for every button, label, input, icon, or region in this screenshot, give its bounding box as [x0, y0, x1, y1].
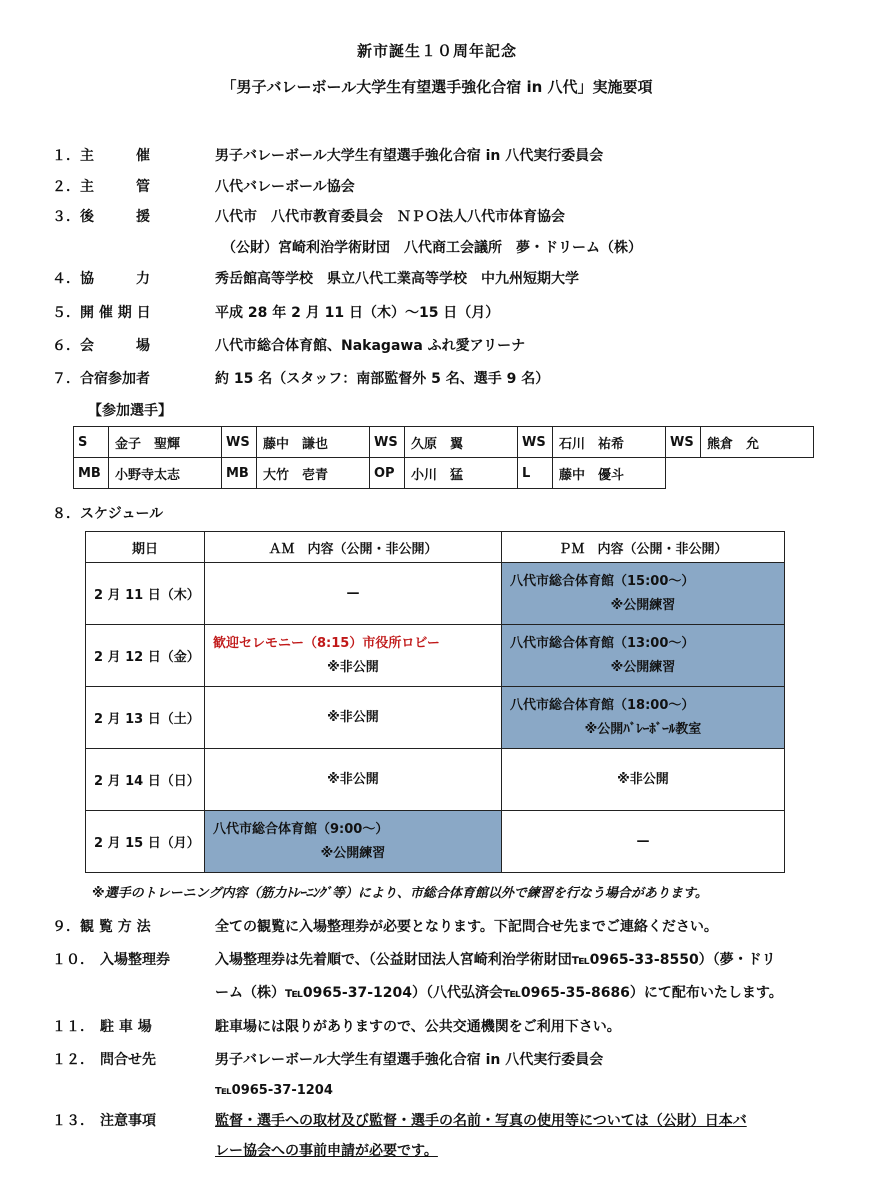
item-support-cont	[0, 237, 874, 259]
schedule-am	[205, 625, 502, 687]
pm-line-2: ※公開ﾊﾞﾚｰﾎﾞｰﾙ教室	[584, 721, 702, 737]
schedule-date: 2 月 12 日（金）	[86, 625, 205, 687]
player-position: WS	[518, 427, 553, 458]
item-value: 監督・選手への取材及び監督・選手の名前・写真の使用等については（公財）日本バ	[215, 1113, 747, 1129]
item-number: ６．	[52, 338, 80, 354]
schedule-am	[205, 749, 502, 811]
table-header-row	[86, 532, 785, 563]
player-position: WS	[222, 427, 257, 458]
am-line-1: ※非公開	[327, 771, 379, 787]
player-position: WS	[666, 427, 701, 458]
table-row	[74, 427, 814, 458]
item-notes-cont	[0, 1140, 874, 1162]
item-value: 入場整理券は先着順で、（公益財団法人宮崎利治学術財団℡0965-33-8550）（夢・ドリ	[215, 952, 776, 968]
item-notes	[0, 1110, 874, 1132]
item-label: 後 援	[80, 209, 150, 225]
player-name: 金子 聖輝	[109, 427, 222, 458]
player-name: 小川 猛	[405, 458, 518, 489]
am-line-1: 八代市総合体育館（9:00～）	[213, 821, 389, 837]
item-value: 秀岳館高等学校 県立八代工業高等学校 中九州短期大学	[215, 271, 579, 287]
player-position: OP	[370, 458, 405, 489]
item-tickets-cont	[0, 982, 874, 1004]
player-position: WS	[370, 427, 405, 458]
item-value: 約 15 名（スタッフ：南部監督外 5 名、選手 9 名）	[215, 371, 550, 387]
am-line-1: —	[346, 585, 360, 601]
item-venue	[0, 335, 874, 357]
item-value: 八代バレーボール協会	[215, 179, 355, 195]
item-label: スケジュール	[80, 506, 164, 522]
item-number: ２．	[52, 179, 80, 195]
player-name: 久原 翼	[405, 427, 518, 458]
table-row	[86, 687, 785, 749]
pm-line-1: 八代市総合体育館（18:00～）	[510, 697, 695, 713]
column-header-date: 期日	[86, 532, 205, 563]
item-value: 全ての観覧に入場整理券が必要となります。下記問合せ先までご連絡ください。	[215, 919, 718, 935]
schedule-pm	[502, 687, 785, 749]
schedule-pm	[502, 811, 785, 873]
item-number: ３．	[52, 209, 80, 225]
schedule-table	[85, 531, 785, 873]
am-line-2: ※公開練習	[320, 845, 386, 861]
players-heading: 【参加選手】	[88, 403, 172, 419]
pm-line-1: 八代市総合体育館（15:00～）	[510, 573, 695, 589]
item-value: 駐車場には限りがありますので、公共交通機関をご利用下さい。	[215, 1019, 621, 1035]
item-number: ８．	[52, 506, 80, 522]
pm-line-1: —	[636, 833, 650, 849]
item-value-cont: ーム（株）℡0965-37-1204）（八代弘済会℡0965-35-8686）にて配布いたします。	[215, 985, 783, 1001]
item-parking	[0, 1016, 874, 1038]
item-contact-cont	[0, 1080, 874, 1102]
schedule-note: ※選手のトレーニング内容（筋力ﾄﾚｰﾆﾝｸﾞ等）により、市総合体育館以外で練習を行なう場合があります。	[92, 886, 708, 901]
title-line-2: 「男子バレーボール大学生有望選手強化合宿 in 八代」実施要項	[221, 78, 653, 96]
am-line-1: ※非公開	[327, 709, 379, 725]
ceremony-text: 歓迎セレモニー（8:15）市役所ロビー	[213, 635, 440, 651]
item-tickets	[0, 949, 874, 971]
column-header-pm: ＰＭ 内容（公開・非公開）	[502, 532, 785, 563]
item-value-cont: ℡0965-37-1204	[215, 1083, 333, 1098]
item-number: １０．	[52, 952, 94, 968]
item-number: １３．	[52, 1113, 94, 1129]
schedule-am	[205, 811, 502, 873]
table-row	[86, 563, 785, 625]
player-name: 藤中 優斗	[553, 458, 666, 489]
table-row	[86, 625, 785, 687]
item-number: １２．	[52, 1052, 94, 1068]
title-line-1: 新市誕生１０周年記念	[356, 42, 517, 60]
schedule-date: 2 月 13 日（土）	[86, 687, 205, 749]
players-table	[73, 426, 814, 489]
table-row	[86, 749, 785, 811]
item-number: １１．	[52, 1019, 94, 1035]
table-row	[86, 811, 785, 873]
schedule-pm	[502, 625, 785, 687]
schedule-date: 2 月 15 日（月）	[86, 811, 205, 873]
schedule-pm	[502, 749, 785, 811]
item-value: 男子バレーボール大学生有望選手強化合宿 in 八代実行委員会	[215, 1052, 604, 1068]
pm-line-1: ※非公開	[617, 771, 669, 787]
table-row	[74, 458, 814, 489]
am-line-2: ※非公開	[327, 659, 379, 675]
item-label: 主 管	[80, 179, 150, 195]
item-organizer	[0, 145, 874, 167]
item-participants	[0, 368, 874, 390]
item-cooperation	[0, 268, 874, 290]
item-number: ９．	[52, 919, 80, 935]
player-name: 石川 祐希	[553, 427, 666, 458]
item-label: 問合せ先	[100, 1052, 156, 1068]
player-position: L	[518, 458, 553, 489]
item-label: 開 催 期 日	[80, 305, 151, 321]
item-value: 平成 28 年 2 月 11 日（木）～15 日（月）	[215, 305, 500, 321]
schedule-pm	[502, 563, 785, 625]
item-value: 八代市 八代市教育委員会 ＮＰＯ法人八代市体育協会	[215, 209, 565, 225]
item-label: 協 力	[80, 271, 150, 287]
schedule-am	[205, 563, 502, 625]
item-label: 主 催	[80, 148, 150, 164]
item-management	[0, 176, 874, 198]
item-label: 合宿参加者	[80, 371, 150, 387]
player-name: 小野寺太志	[109, 458, 222, 489]
player-name: 大竹 壱青	[257, 458, 370, 489]
schedule-date: 2 月 14 日（日）	[86, 749, 205, 811]
item-dates	[0, 302, 874, 324]
player-name: 藤中 謙也	[257, 427, 370, 458]
item-label: 観 覧 方 法	[80, 919, 151, 935]
item-number: ７．	[52, 371, 80, 387]
item-value: 男子バレーボール大学生有望選手強化合宿 in 八代実行委員会	[215, 148, 604, 164]
pm-line-2: ※公開練習	[610, 659, 676, 675]
schedule-heading	[52, 503, 163, 523]
item-label: 駐 車 場	[100, 1019, 152, 1035]
item-viewing	[0, 916, 874, 938]
player-position: MB	[222, 458, 257, 489]
player-position: S	[74, 427, 109, 458]
item-contact	[0, 1049, 874, 1071]
schedule-date: 2 月 11 日（木）	[86, 563, 205, 625]
player-name: 熊倉 允	[701, 427, 814, 458]
item-support	[0, 206, 874, 228]
item-value: 八代市総合体育館、Nakagawa ふれ愛アリーナ	[215, 338, 526, 354]
pm-line-1: 八代市総合体育館（13:00～）	[510, 635, 695, 651]
item-label: 入場整理券	[100, 952, 170, 968]
item-number: １．	[52, 148, 80, 164]
column-header-am: ＡＭ 内容（公開・非公開）	[205, 532, 502, 563]
item-number: ５．	[52, 305, 80, 321]
item-label: 注意事項	[100, 1113, 156, 1129]
pm-line-2: ※公開練習	[610, 597, 676, 613]
schedule-am	[205, 687, 502, 749]
item-value-cont: レー協会への事前申請が必要です。	[215, 1143, 438, 1159]
item-value-cont: （公財）宮崎利治学術財団 八代商工会議所 夢・ドリーム（株）	[222, 240, 642, 256]
item-label: 会 場	[80, 338, 150, 354]
player-position: MB	[74, 458, 109, 489]
item-number: ４．	[52, 271, 80, 287]
